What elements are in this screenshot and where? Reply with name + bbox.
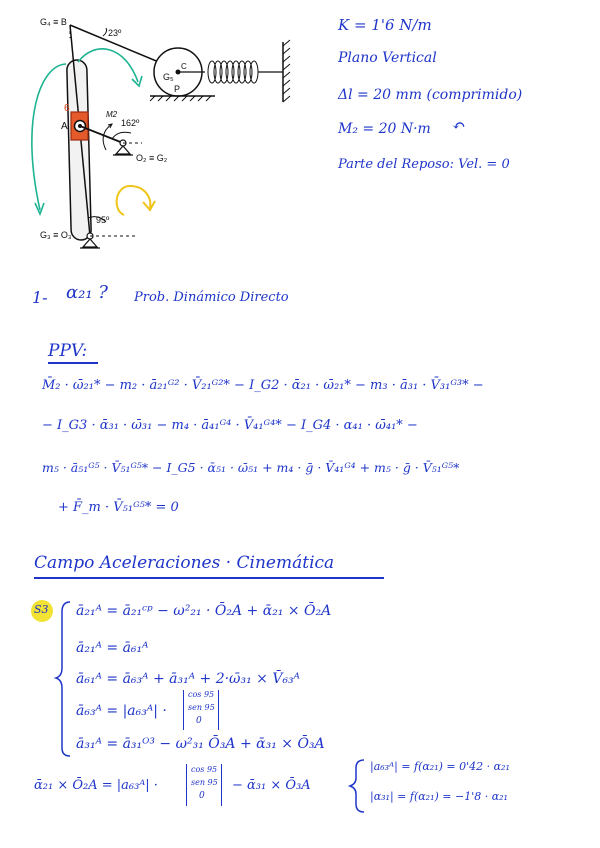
label-G5: G₅ xyxy=(163,72,174,82)
accel-title: Campo Aceleraciones · Cinemática xyxy=(34,553,335,573)
matrix-1-sen: sen 95 xyxy=(188,703,215,712)
matrix-2-cos: cos 95 xyxy=(191,765,218,774)
label-O2-G2: O₂ ≡ G₂ xyxy=(136,153,168,163)
ppv-line-4: + F̄_m · V̄₅₁ᴳ⁵* = 0 xyxy=(58,500,179,515)
given-plane: Plano Vertical xyxy=(338,50,437,66)
label-6: 6 xyxy=(64,103,70,114)
accel-eq-4-lhs: ā₆₃ᴬ = |a₆₃ᴬ| · xyxy=(76,703,167,719)
label-A: A xyxy=(61,121,68,132)
question-text: Prob. Dinámico Directo xyxy=(134,290,289,305)
matrix-1-cos: cos 95 xyxy=(188,690,215,699)
label-angle-162: 162º xyxy=(121,118,140,128)
label-G3-O3: G₃ ≡ O₃ xyxy=(40,230,72,240)
matrix-1-zero: 0 xyxy=(196,716,202,726)
result-1: |a₆₃ᴬ| = f(α₂₁) = 0'42 · α₂₁ xyxy=(370,760,510,773)
question-alpha: α₂₁ ? xyxy=(66,282,108,303)
matrix-1 xyxy=(183,690,219,730)
label-M2: M2 xyxy=(106,110,118,119)
badge-s3: S3 xyxy=(34,603,49,616)
rotation-cw-icon: ↶ xyxy=(452,116,466,135)
accel-eq-5: ā₃₁ᴬ = ā₃₁ᴼ³ − ω²₃₁ Ō₃A + ᾱ₃₁ × Ō₃A xyxy=(76,736,325,752)
question-number: 1- xyxy=(32,288,48,307)
matrix-2 xyxy=(186,764,222,806)
ppv-line-2: − I_G3 · ᾱ₃₁ · ω̄₃₁ − m₄ · ā₄₁ᴳ⁴ · V̄₄₁ᴳ⁴* − I_G4 · α₄₁ · ω̄₄₁* − xyxy=(42,418,418,433)
result-2: |α₃₁| = f(α₂₁) = −1'8 · α₂₁ xyxy=(370,790,508,803)
given-k: K = 1'6 N/m xyxy=(338,16,432,34)
ppv-line-3: m₅ · ā₅₁ᴳ⁵ · V̄₅₁ᴳ⁵* − I_G5 · ᾱ₅₁ · ω̄₅₁ + m₄ · ḡ · V̄₄₁ᴳ⁴ + m₅ · ḡ · V̄₅₁ᴳ⁵* xyxy=(42,460,460,475)
label-P: P xyxy=(174,84,181,94)
accel-eq-6-lhs: ᾱ₂₁ × Ō₂A = |a₆₃ᴬ| · xyxy=(34,778,158,793)
accel-eq-1: ā₂₁ᴬ = ā₂₁ᶜᵖ − ω²₂₁ · Ō₂A + ᾱ₂₁ × Ō₂A xyxy=(76,603,332,619)
label-G4-B: G₄ ≡ B xyxy=(40,17,67,27)
label-C: C xyxy=(181,62,187,71)
accel-eq-3: ā₆₁ᴬ = ā₆₃ᴬ + ā₃₁ᴬ + 2·ω̄₃₁ × V̄₆₃ᴬ xyxy=(76,671,301,687)
matrix-2-sen: sen 95 xyxy=(191,778,218,787)
matrix-2-zero: 0 xyxy=(199,791,205,801)
given-m2: M₂ = 20 N·m xyxy=(338,121,431,137)
label-angle-23: 23º xyxy=(108,28,122,38)
given-rest: Parte del Reposo: Vel. = 0 xyxy=(338,157,510,172)
given-delta-l: Δl = 20 mm (comprimido) xyxy=(338,87,523,103)
label-angle-95: 95º xyxy=(96,215,110,225)
ppv-title: PPV: xyxy=(48,341,88,361)
ppv-line-1: M̄₂ · ω̄₂₁* − m₂ · ā₂₁ᴳ² · V̄₂₁ᴳ²* − I_G2 · ᾱ₂₁ · ω̄₂₁* − m₃ · ā₃₁ · V̄₃₁ᴳ³* − xyxy=(42,378,484,393)
accel-eq-2: ā₂₁ᴬ = ā₆₁ᴬ xyxy=(76,640,149,656)
accel-eq-6-rhs: − ᾱ₃₁ × Ō₃A xyxy=(232,778,311,793)
